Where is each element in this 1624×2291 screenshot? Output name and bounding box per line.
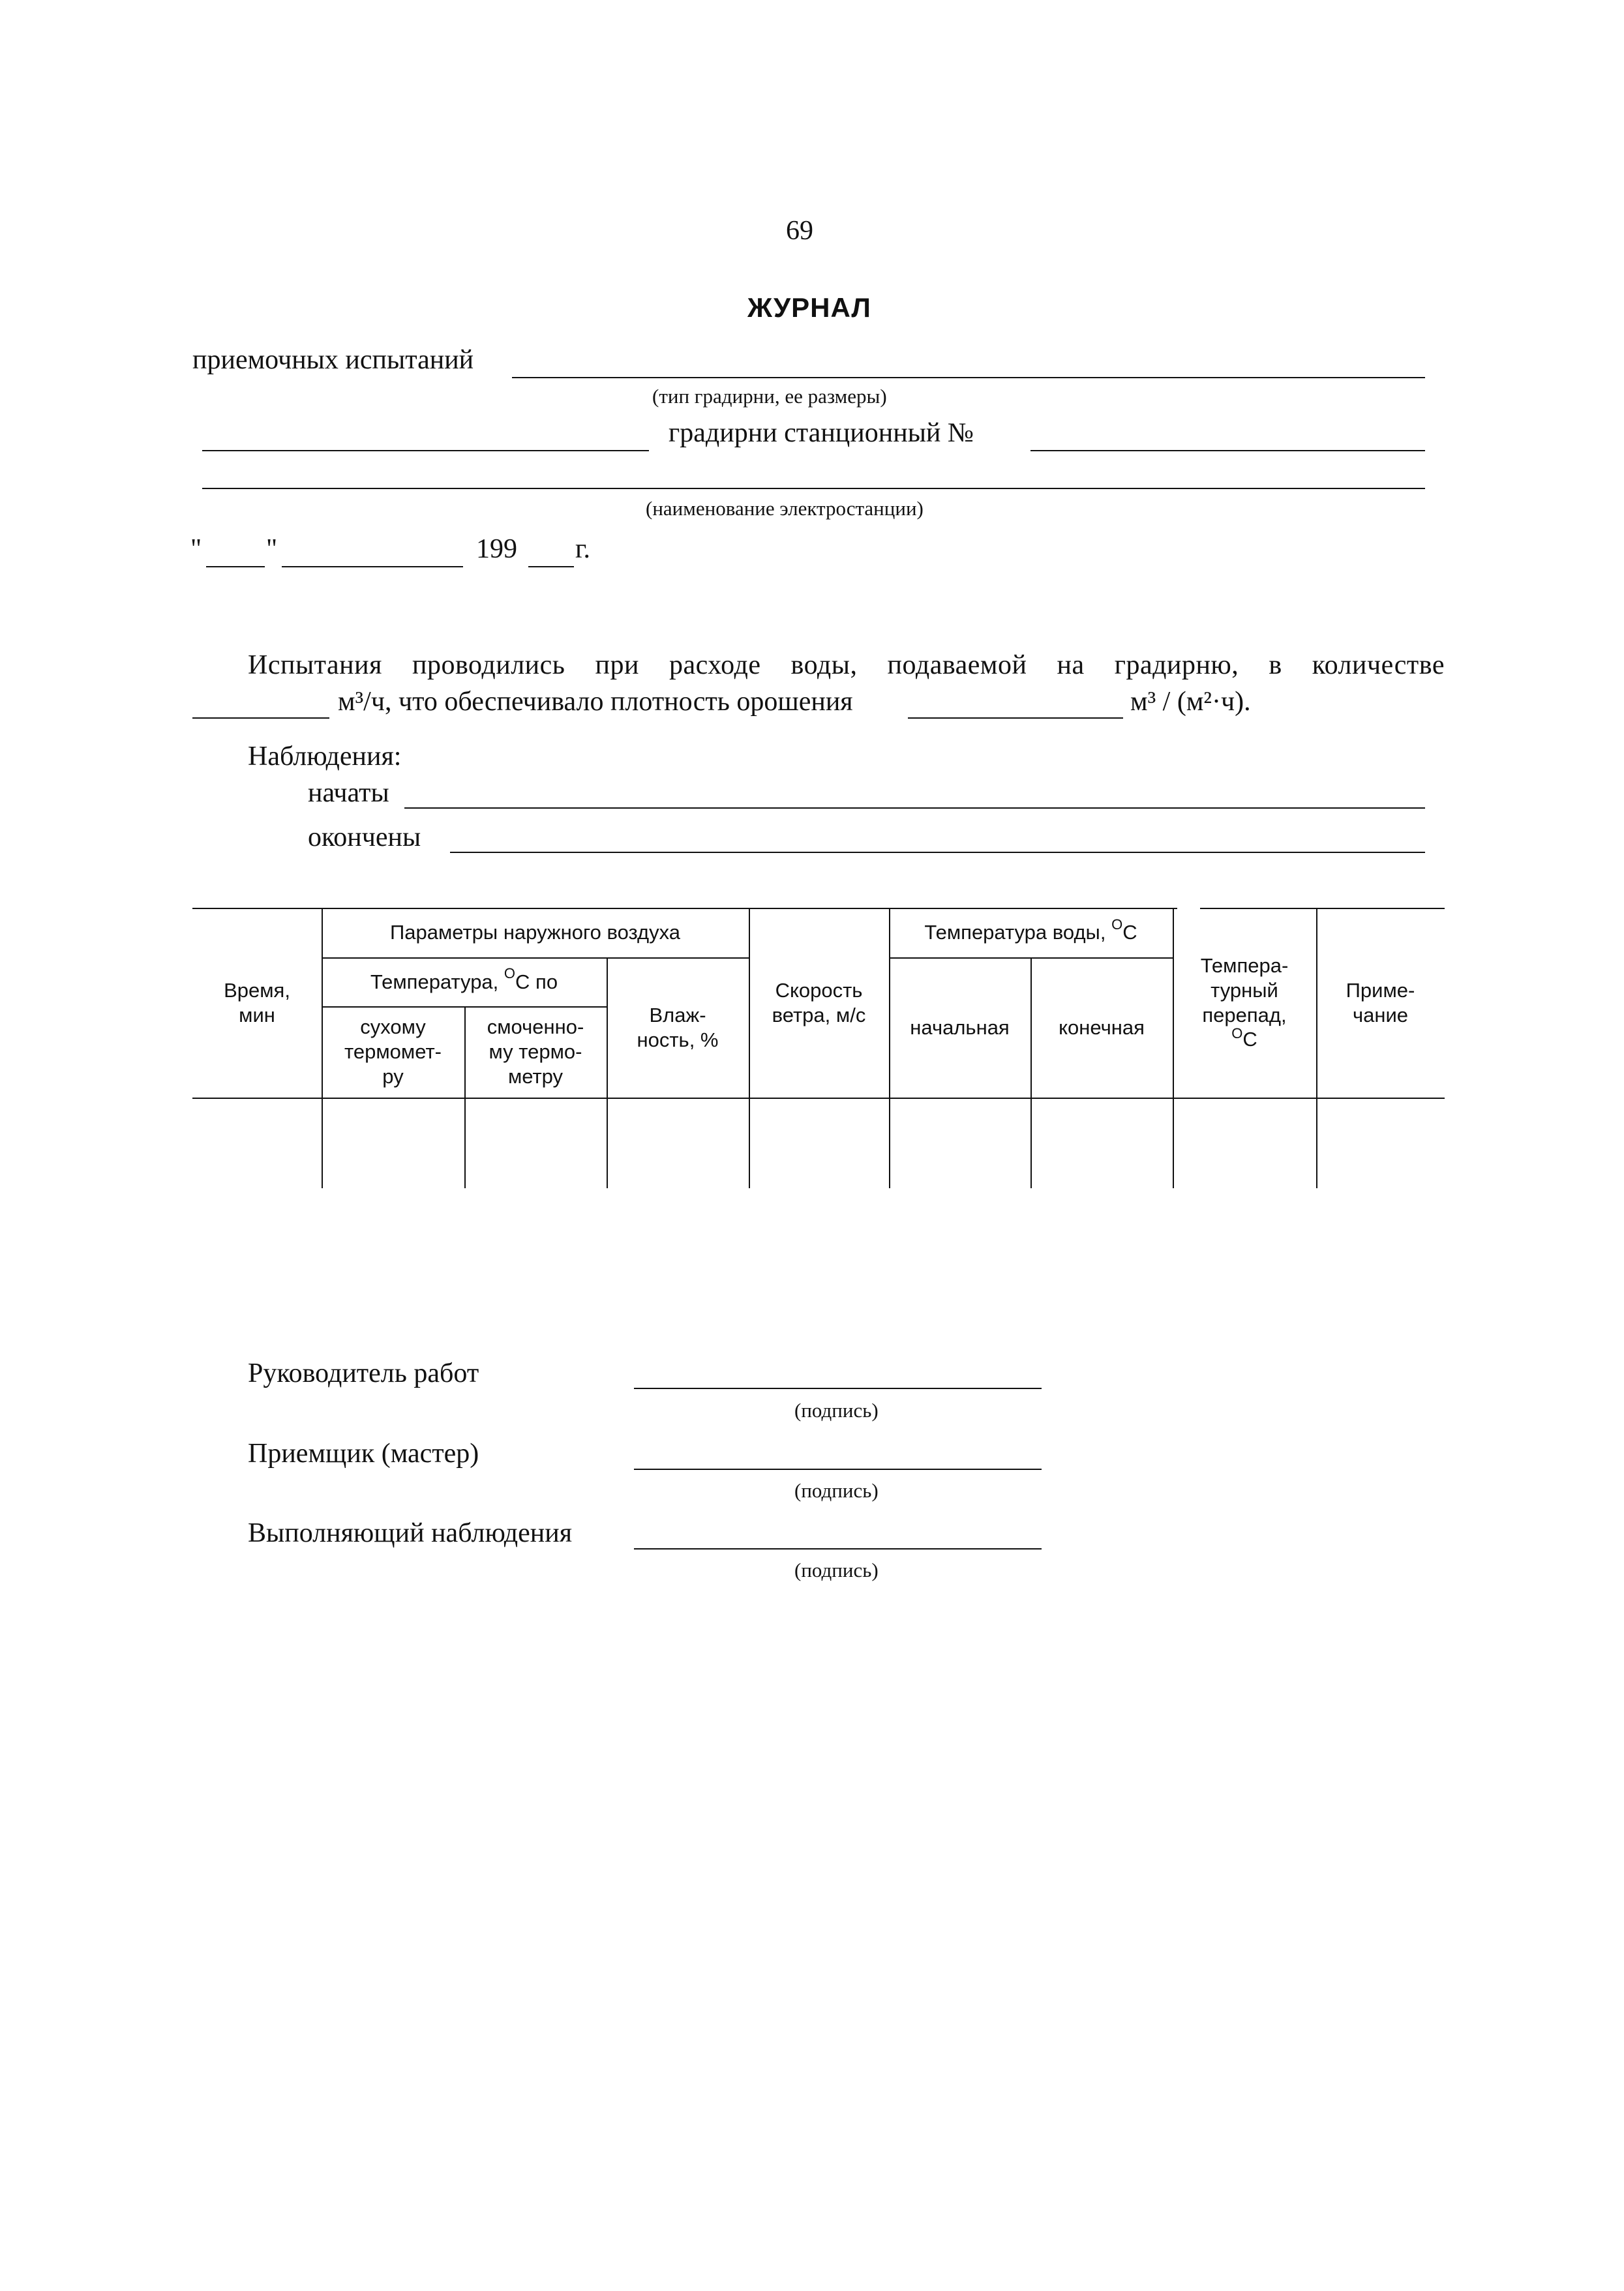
col-header-final: конечная xyxy=(1059,1015,1145,1039)
signature-caption-receiver: (подпись) xyxy=(794,1479,879,1502)
density-unit-text: м³ / (м²·ч). xyxy=(1130,687,1251,717)
signature-caption-manager: (подпись) xyxy=(794,1399,879,1422)
flow-unit-text: м³/ч, что обеспечивало плотность орошения xyxy=(338,687,853,717)
col-header-wind-speed: Скорость ветра, м/с xyxy=(772,978,866,1026)
col-header-dry-bulb: сухому термомет- ру xyxy=(344,1015,442,1088)
page-title: ЖУРНАЛ xyxy=(747,292,871,323)
date-suffix: г. xyxy=(575,534,590,564)
test-type-caption: (тип градирни, ее размеры) xyxy=(652,385,887,408)
cooling-tower-type-field[interactable] xyxy=(202,450,649,451)
date-month-field[interactable] xyxy=(282,566,463,567)
signature-role-observer: Выполняющий наблюдения xyxy=(248,1518,573,1548)
signature-role-receiver: Приемщик (мастер) xyxy=(248,1439,479,1469)
flow-paragraph-line1: Испытания проводились при расходе воды, подаваемой на градирню, в количестве xyxy=(248,650,1445,680)
col-header-humidity: Влаж- ность, % xyxy=(637,1003,719,1051)
date-year-field[interactable] xyxy=(528,566,574,567)
date-close-quote: " xyxy=(266,534,278,564)
date-open-quote: " xyxy=(190,534,202,564)
degree-symbol: О xyxy=(504,965,516,982)
col-header-initial: начальная xyxy=(910,1015,1010,1039)
station-number-label: градирни станционный № xyxy=(669,418,974,448)
col-group-air: Параметры наружного воздуха xyxy=(389,921,681,944)
date-year: 199 xyxy=(476,534,517,564)
signature-field-receiver[interactable] xyxy=(634,1469,1042,1470)
signature-role-manager: Руководитель работ xyxy=(248,1358,479,1388)
started-label: начаты xyxy=(308,778,389,808)
signature-field-observer[interactable] xyxy=(634,1548,1042,1550)
test-type-label: приемочных испытаний xyxy=(192,345,474,375)
col-header-temperature-drop: Темпера- турный перепад, $^О$С xyxy=(1200,953,1289,1051)
col-group-temperature: Температура, О С по xyxy=(370,965,558,993)
col-header-wet-bulb: смоченно- му термо- метру xyxy=(487,1015,584,1088)
water-flow-field[interactable] xyxy=(192,717,329,719)
finished-field[interactable] xyxy=(450,852,1425,853)
col-header-note: Приме- чание xyxy=(1346,978,1415,1026)
power-plant-field[interactable] xyxy=(202,488,1425,489)
signature-field-manager[interactable] xyxy=(634,1388,1042,1389)
page-number: 69 xyxy=(786,216,813,246)
degree-symbol: О xyxy=(1231,1025,1243,1042)
table-row[interactable] xyxy=(192,1099,1445,1188)
station-number-field[interactable] xyxy=(1030,450,1425,451)
col-group-water-temperature: Температура воды, О С xyxy=(924,916,1137,944)
observations-label: Наблюдения: xyxy=(248,741,402,771)
test-type-field[interactable] xyxy=(512,377,1425,378)
finished-label: окончены xyxy=(308,822,421,852)
date-day-field[interactable] xyxy=(206,566,265,567)
power-plant-caption: (наименование электростанции) xyxy=(646,497,924,520)
degree-symbol: О xyxy=(1111,916,1123,933)
irrigation-density-field[interactable] xyxy=(908,717,1123,719)
started-field[interactable] xyxy=(404,807,1425,809)
col-header-time: Время, мин xyxy=(224,978,290,1026)
signature-caption-observer: (подпись) xyxy=(794,1559,879,1581)
